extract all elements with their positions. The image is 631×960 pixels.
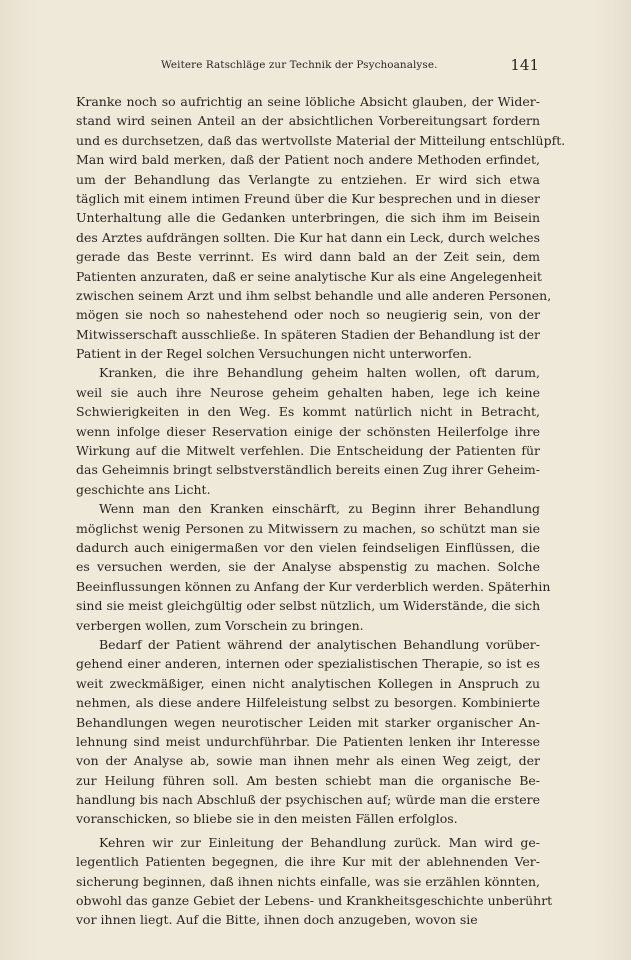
text-line: möglichst wenig Personen zu Mitwissern zu machen, so schützt man sie (76, 520, 540, 536)
text-line: wenn infolge dieser Reservation einige der schönsten Heilerfolge ihre (76, 423, 540, 439)
text-line: weil sie auch ihre Neurose geheim gehalten haben, lege ich keine (76, 384, 540, 400)
text-line: Patienten anzuraten, daß er seine analytische Kur als eine Angelegenheit (76, 268, 542, 284)
text-line: Kehren wir zur Einleitung der Behandlung zurück. Man wird ge- (99, 834, 540, 850)
text-line: Patient in der Regel solchen Versuchungen nicht unterworfen. (76, 346, 472, 362)
text-line: geschichte ans Licht. (76, 481, 211, 497)
text-line: vor ihnen liegt. Auf die Bitte, ihnen doch anzugeben, wovon sie (76, 912, 478, 928)
text-line: Mitwisserschaft ausschließe. In späteren Stadien der Behandlung ist der (76, 326, 540, 342)
text-line: mögen sie noch so nahestehend oder noch so neugierig sein, von der (76, 307, 540, 323)
text-line: zwischen seinem Arzt und ihm selbst behandle und alle anderen Personen, (76, 287, 552, 303)
text-line: sind sie meist gleichgültig oder selbst nützlich, um Widerstände, die sich (76, 598, 541, 614)
paragraph-1 (76, 92, 566, 363)
text-line: von der Analyse ab, sowie man ihnen mehr als einen Weg zeigt, der (76, 753, 540, 769)
text-line: Bedarf der Patient während der analytischen Behandlung vorüber- (99, 636, 540, 652)
text-line: Behandlungen wegen neurotischer Leiden mit starker organischer An- (76, 714, 540, 730)
running-head (76, 58, 539, 80)
paragraph-3 (76, 499, 551, 635)
text-line: gehend einer anderen, internen oder spezialistischen Therapie, so ist es (76, 656, 540, 672)
text-line: des Arztes aufdrängen sollten. Die Kur hat dann ein Leck, durch welches (76, 229, 540, 245)
text-line: Beeinflussungen können zu Anfang der Kur verderblich werden. Späterhin (76, 578, 551, 594)
text-line: es versuchen werden, sie der Analyse abspenstig zu machen. Solche (76, 559, 540, 575)
text-line: Wirkung auf die Mitwelt verfehlen. Die Entscheidung der Patienten für (76, 443, 540, 459)
text-line: Kranke noch so aufrichtig an seine löbliche Absicht glauben, der Wider- (76, 94, 540, 109)
text-line: und es durchsetzen, daß das wertvollste Material der Mitteilung entschlüpft. (76, 132, 566, 148)
text-line: nehmen, als diese andere Hilfeleistung selbst zu besorgen. Kombinierte (76, 695, 540, 711)
text-line: lehnung sind meist undurchführbar. Die Patienten lenken ihr Interesse (76, 733, 540, 749)
text-line: sicherung beginnen, daß ihnen nichts einfalle, was sie erzählen könnten, (76, 873, 540, 889)
paragraph-4 (76, 635, 540, 829)
text-line: verbergen wollen, zum Vorschein zu bringen. (76, 617, 364, 633)
text-line: stand wird seinen Anteil an der absichtlichen Vorbereitungsart fordern (76, 113, 540, 129)
text-line: Man wird bald merken, daß der Patient noch andere Methoden erfindet, (76, 152, 540, 168)
text-line: obwohl das ganze Gebiet der Lebens- und Krankheitsgeschichte unberührt (76, 893, 553, 909)
running-head-title: Weitere Ratschläge zur Technik der Psychoanalyse. (161, 59, 438, 71)
text-line: Schwierigkeiten in den Weg. Es kommt natürlich nicht in Betracht, (76, 404, 540, 420)
paragraph-2 (76, 363, 540, 499)
text-line: täglich mit einem intimen Freund über die Kur besprechen und in dieser (76, 190, 540, 206)
page-number: 141 (510, 56, 539, 74)
text-line: das Geheimnis bringt selbstverständlich bereits einen Zug ihrer Geheim- (76, 462, 540, 478)
text-line: dadurch auch einigermaßen vor den vielen feindseligen Einflüssen, die (76, 539, 540, 555)
text-line: voranschicken, so bliebe sie in den meisten Fällen erfolglos. (76, 811, 458, 827)
text-line: Wenn man den Kranken einschärft, zu Beginn ihrer Behandlung (99, 501, 540, 517)
text-line: legentlich Patienten begegnen, die ihre Kur mit der ablehnenden Ver- (76, 854, 540, 870)
text-line: zur Heilung führen soll. Am besten schiebt man die organische Be- (76, 772, 540, 788)
text-line: handlung bis nach Abschluß der psychischen auf; würde man die erstere (76, 792, 540, 808)
text-line: Unterhaltung alle die Gedanken unterbringen, die sich ihm im Beisein (76, 210, 540, 226)
text-line: um der Behandlung das Verlangte zu entziehen. Er wird sich etwa (76, 171, 540, 187)
body-text (76, 92, 566, 930)
paragraph-5 (76, 833, 553, 930)
text-line: Kranken, die ihre Behandlung geheim halten wollen, oft darum, (99, 365, 540, 381)
text-line: weit zweckmäßiger, einen nicht analytischen Kollegen in Anspruch zu (76, 675, 540, 691)
text-line: gerade das Beste verrinnt. Es wird dann bald an der Zeit sein, dem (76, 249, 540, 265)
